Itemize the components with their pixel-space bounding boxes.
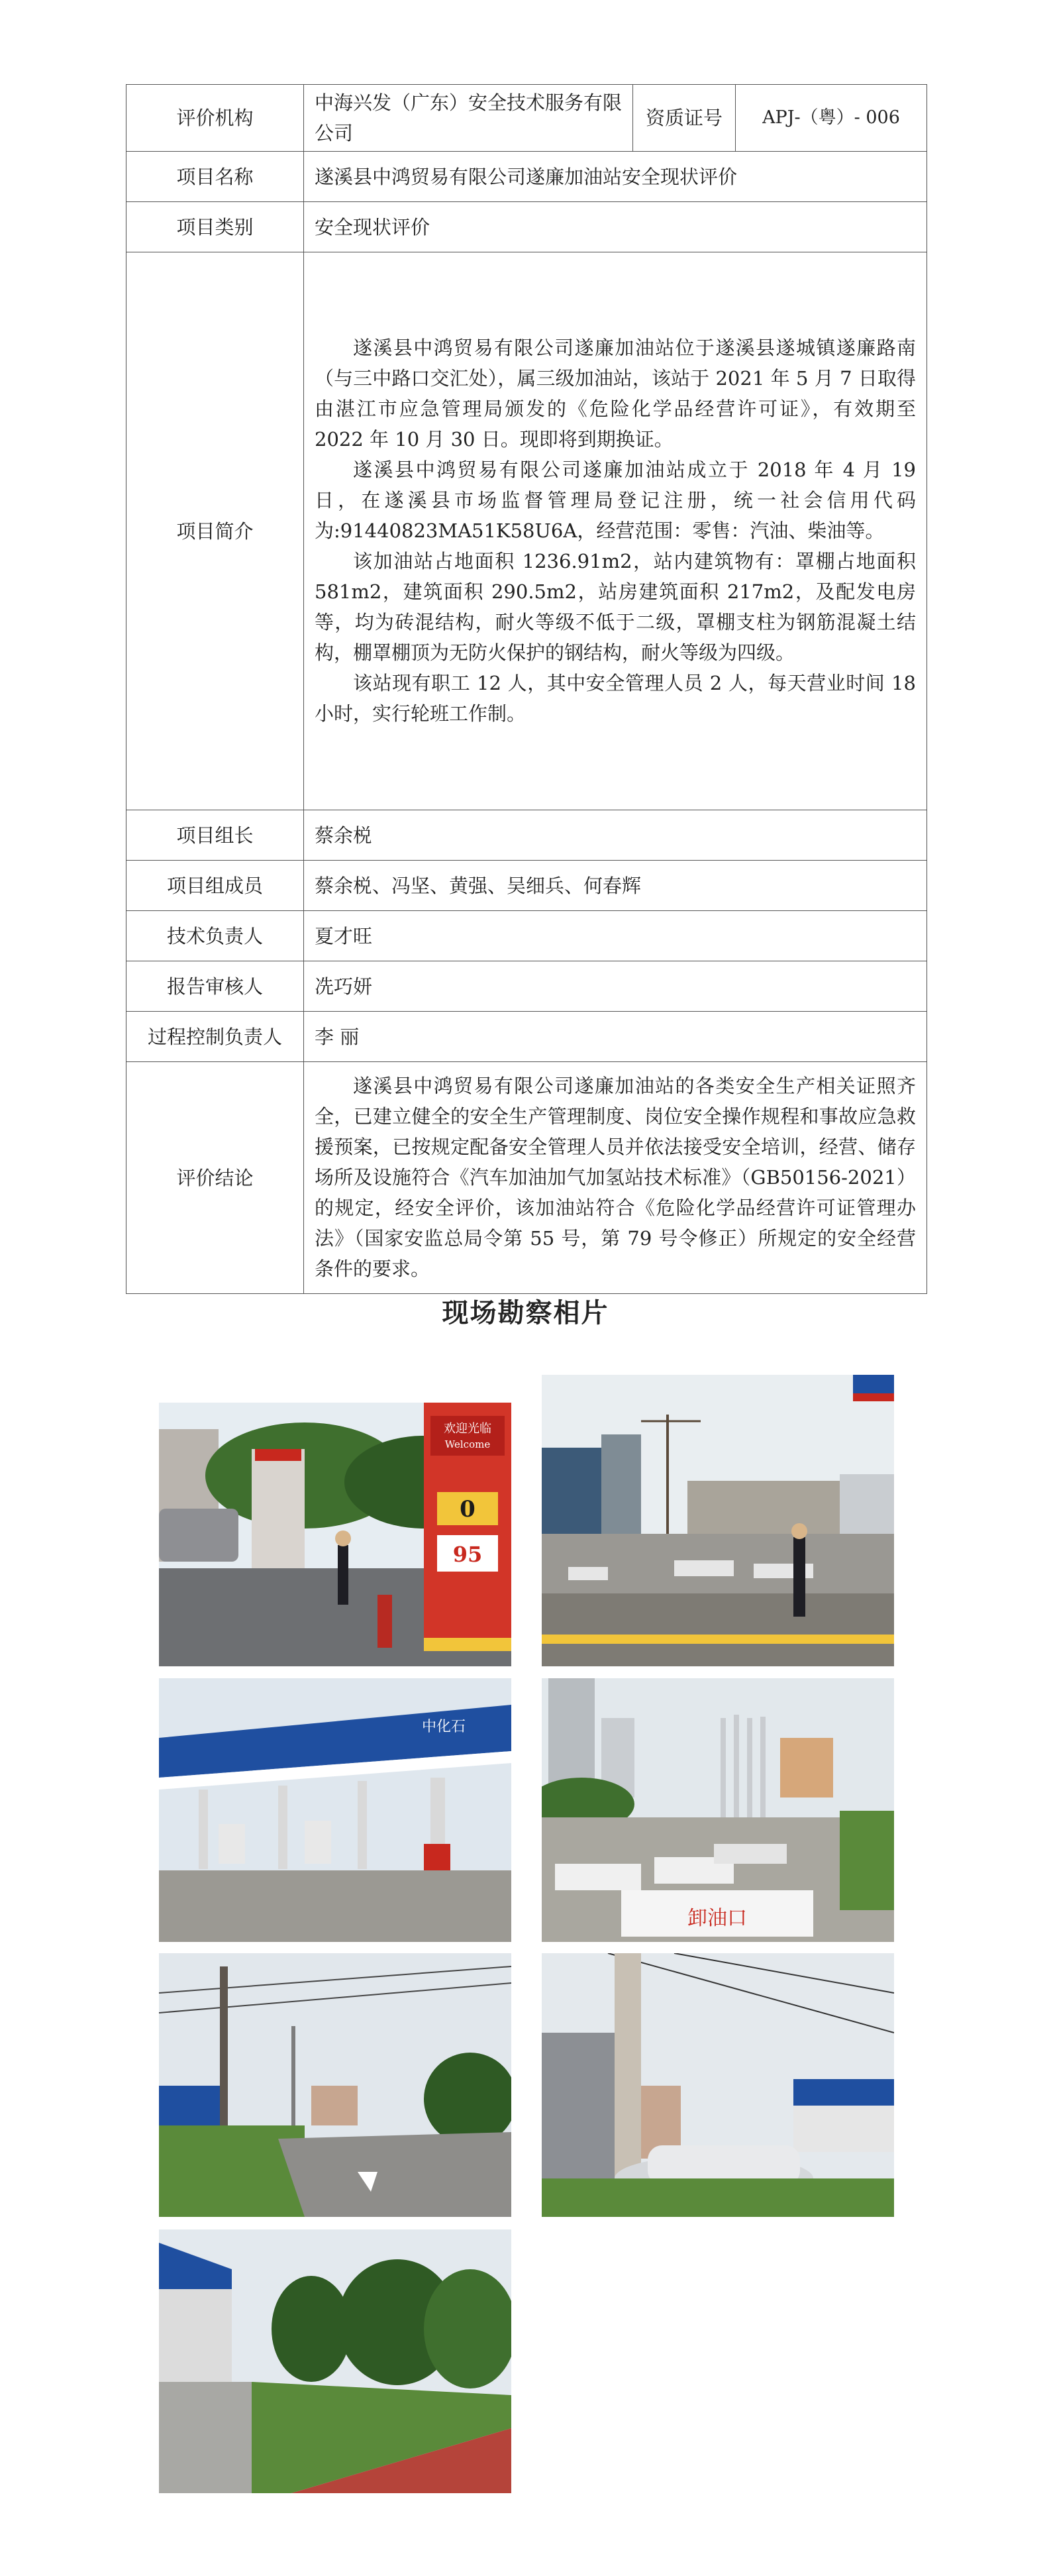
intro-paragraph: 遂溪县中鸿贸易有限公司遂廉加油站位于遂溪县遂城镇遂廉路南（与三中路口交汇处），属三级加油站，该站于 2021 年 5 月 7 日取得由湛江市应急管理局颁发的《危险化学品经营许可证》，有效期至 2022 年 10 月 30 日。现即将到期换证。 xyxy=(315,336,916,451)
type-label: 项目类别 xyxy=(126,202,304,252)
row-leader xyxy=(126,810,927,861)
intro-label: 项目简介 xyxy=(126,252,304,810)
photos-section-title: 现场勘察相片 xyxy=(442,1297,609,1328)
org-label: 评价机构 xyxy=(126,85,304,152)
type-value: 安全现状评价 xyxy=(304,202,927,252)
leader-value: 蔡余棁 xyxy=(304,810,927,861)
conclusion-label: 评价结论 xyxy=(126,1062,304,1294)
org-value: 中海兴发（广东）安全技术服务有限公司 xyxy=(304,85,633,152)
row-review xyxy=(126,961,927,1012)
intro-value xyxy=(304,252,927,810)
conclusion-paragraph: 遂溪县中鸿贸易有限公司遂廉加油站的各类安全生产相关证照齐全，已建立健全的安全生产管理制度、岗位安全操作规程和事故应急救援预案，已按规定配备安全管理人员并依法接受安全培训，经营、储存场所及设施符合《汽车加油加气加氢站技术标准》（GB50156-2021）的规定，经安全评价，该加油站符合《危险化学品经营许可证管理办法》（国家安监总局令第 55 号，第 79 号令修正）所规定的安全经营条件的要求。 xyxy=(315,1074,916,1280)
members-value: 蔡余棁、冯坚、黄强、吴细兵、何春辉 xyxy=(304,861,927,911)
conclusion-value xyxy=(304,1062,927,1294)
members-label: 项目组成员 xyxy=(126,861,304,911)
site-photo-wall-car xyxy=(542,1953,894,2217)
name-value: 遂溪县中鸿贸易有限公司遂廉加油站安全现状评价 xyxy=(304,152,927,202)
cert-value: APJ-（粤）- 006 xyxy=(736,85,927,152)
review-value: 冼巧妍 xyxy=(304,961,927,1012)
name-label: 项目名称 xyxy=(126,152,304,202)
review-label: 报告审核人 xyxy=(126,961,304,1012)
price-0-text: 0 xyxy=(460,1496,475,1523)
welcome-cn-text: 欢迎光临 xyxy=(444,1422,491,1436)
price-95-text: 95 xyxy=(452,1542,483,1567)
row-name xyxy=(126,152,927,202)
process-value: 李 丽 xyxy=(304,1012,927,1062)
row-type xyxy=(126,202,927,252)
site-photo-entrance-sign xyxy=(159,1403,511,1666)
intro-paragraph: 该加油站占地面积 1236.91m2，站内建筑物有：罩棚占地面积 581m2，建筑面积 290.5m2，站房建筑面积 217m2，及配发电房等，均为砖混结构，耐火等级不低于二级，罩棚支柱为钢筋混凝土结构，棚罩棚顶为无防火保护的钢结构，耐火等级为四级。 xyxy=(315,549,916,664)
report-info-table xyxy=(126,84,927,1294)
process-label: 过程控制负责人 xyxy=(126,1012,304,1062)
tech-value: 夏才旺 xyxy=(304,911,927,961)
canopy-brand-text: 中化石 xyxy=(421,1719,466,1735)
row-org xyxy=(126,85,927,152)
row-tech xyxy=(126,911,927,961)
site-photo-tank-vents xyxy=(542,1678,894,1942)
site-photo-road-pole xyxy=(159,1953,511,2217)
tech-label: 技术负责人 xyxy=(126,911,304,961)
welcome-en-text: Welcome xyxy=(444,1438,491,1450)
cert-label: 资质证号 xyxy=(633,85,736,152)
intro-paragraph: 该站现有职工 12 人，其中安全管理人员 2 人，每天营业时间 18 小时，实行轮班工作制。 xyxy=(315,671,916,725)
site-photo-canopy xyxy=(159,1678,511,1942)
intro-paragraph: 遂溪县中鸿贸易有限公司遂廉加油站成立于 2018 年 4 月 19 日，在遂溪县市场监督管理局登记注册，统一社会信用代码为:91440823MA51K58U6A，经营范围：零售：汽油、柴油等。 xyxy=(315,458,916,542)
leader-label: 项目组长 xyxy=(126,810,304,861)
tank-label-text: 卸油口 xyxy=(687,1907,747,1930)
site-photo-tank-area xyxy=(542,1375,894,1666)
row-intro xyxy=(126,252,927,810)
row-process xyxy=(126,1012,927,1062)
row-members xyxy=(126,861,927,911)
row-conclusion xyxy=(126,1062,927,1294)
site-photo-roadside-trees xyxy=(159,2229,511,2493)
